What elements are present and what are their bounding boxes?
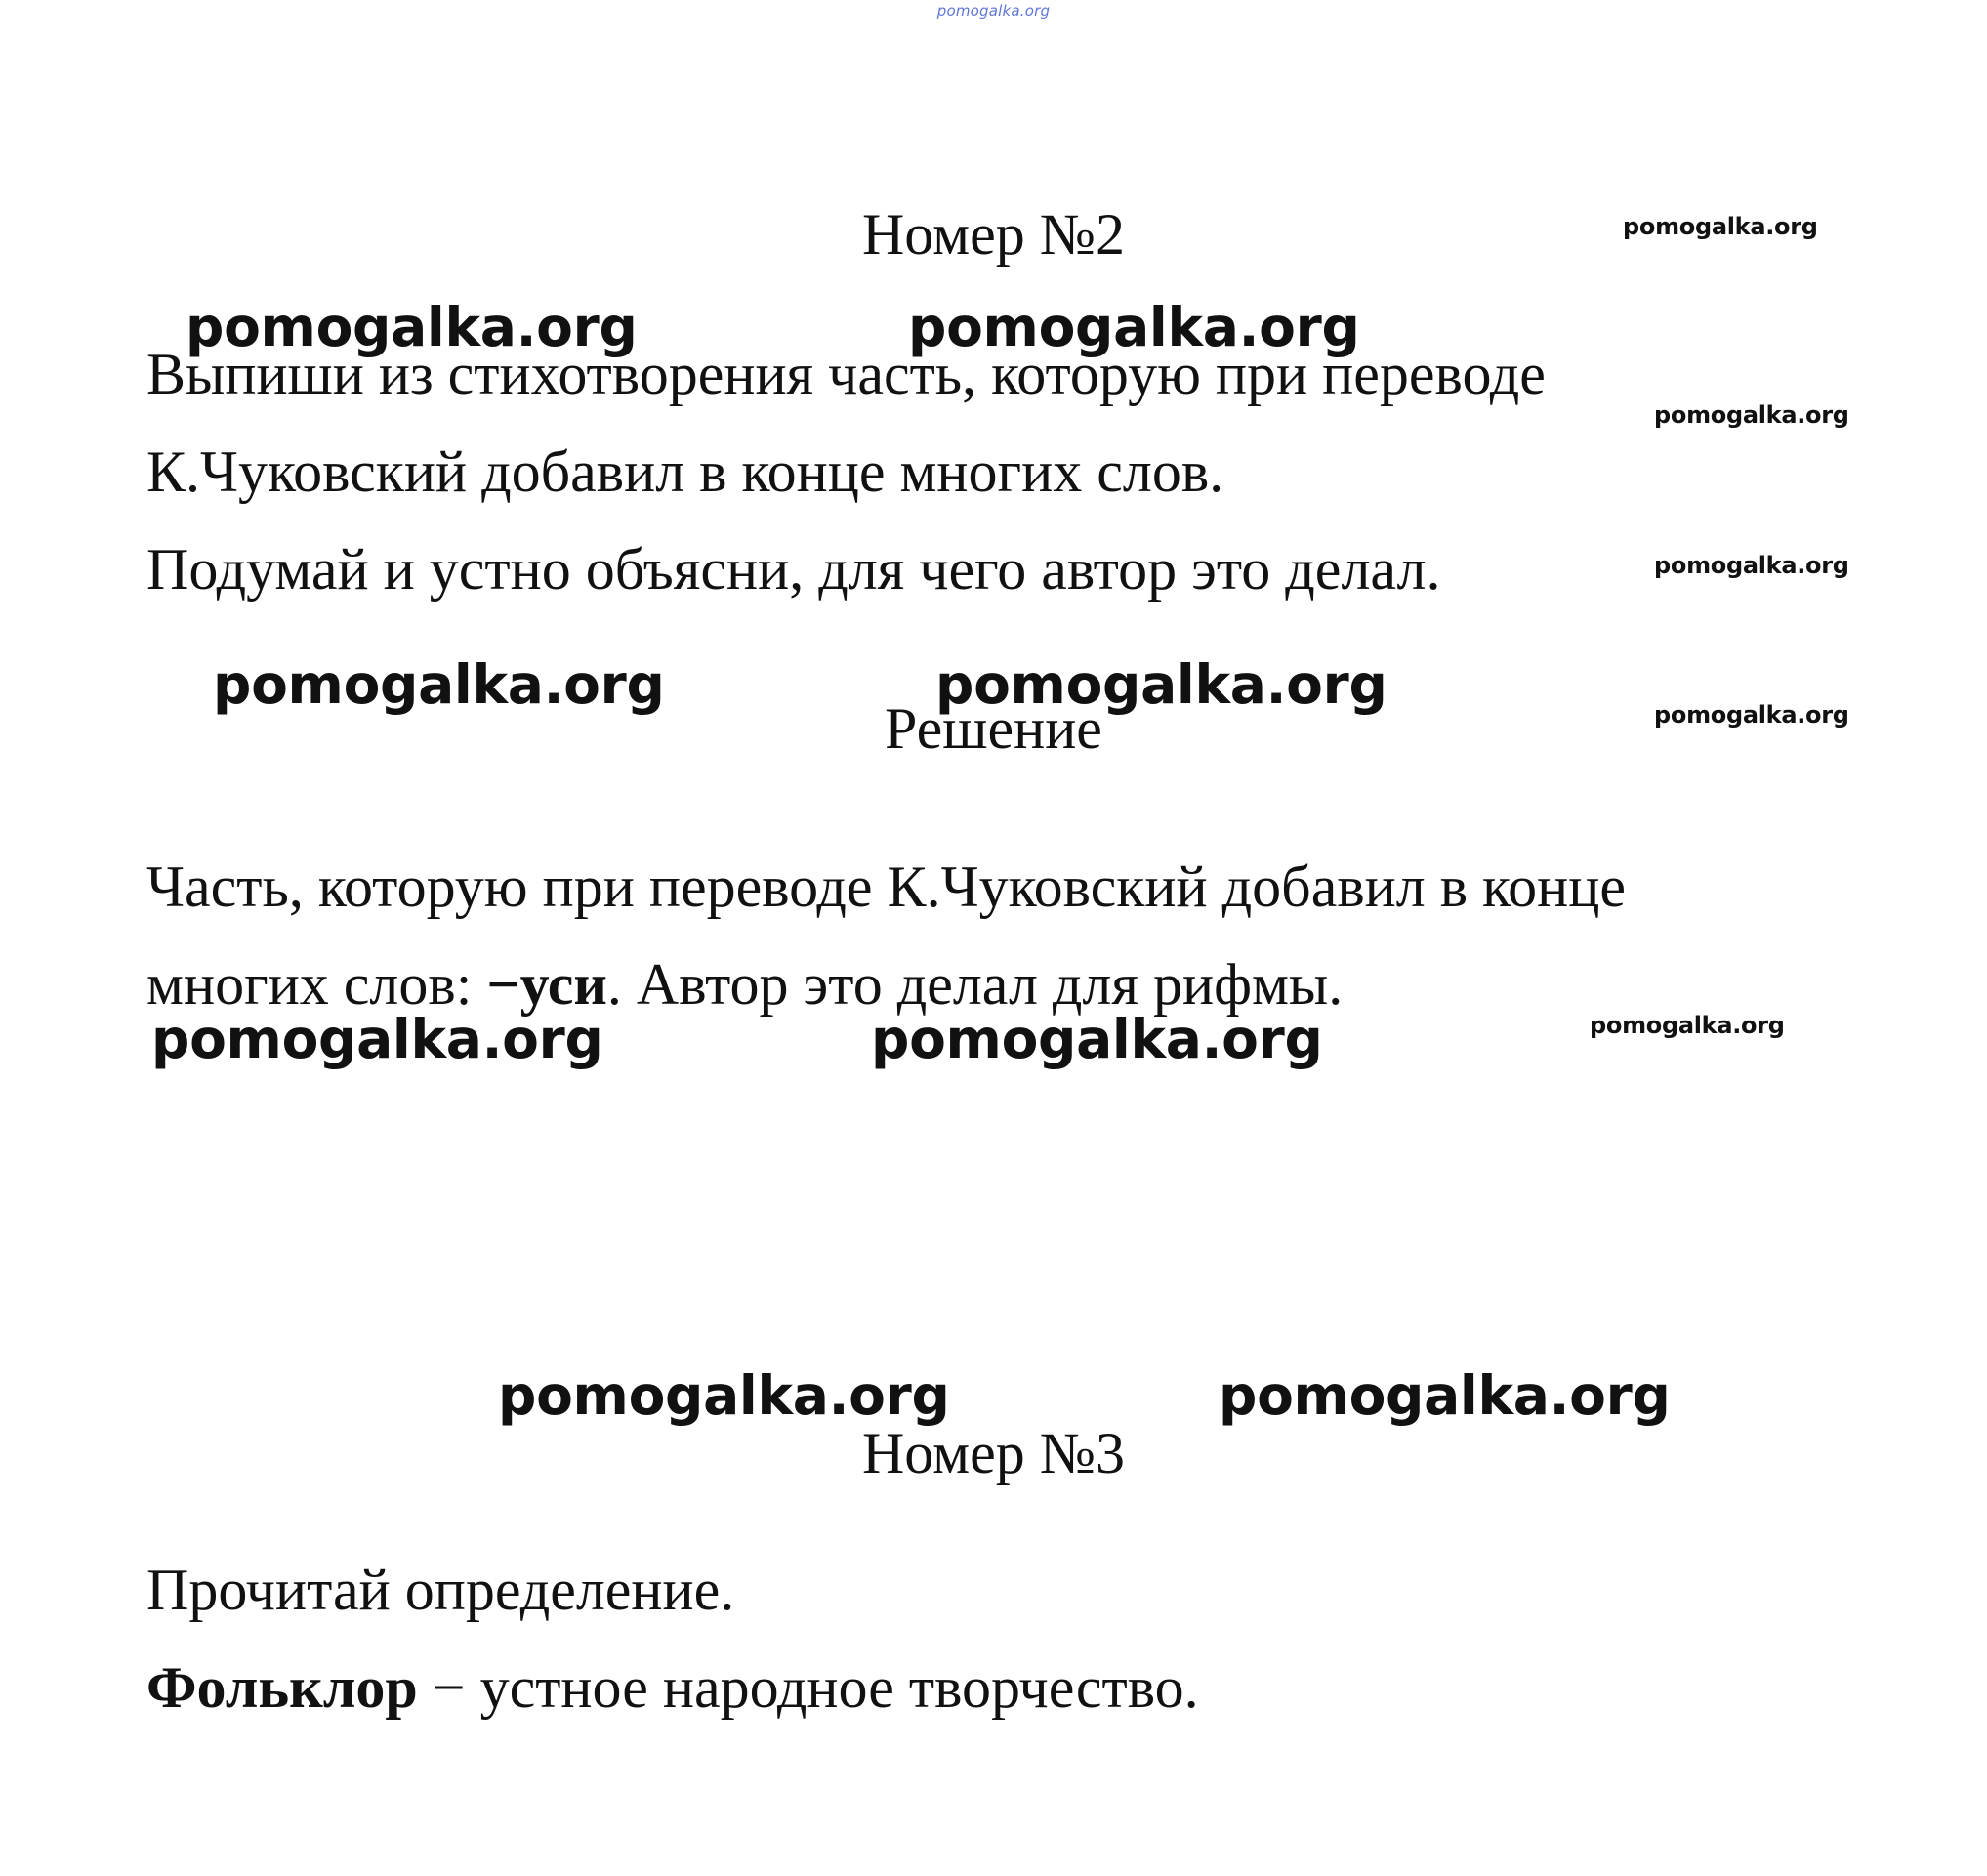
watermark-text: pomogalka.org (213, 653, 665, 716)
header-site-link[interactable]: pomogalka.org (936, 2, 1051, 20)
task-2-line-2: К.Чуковский добавил в конце многих слов. (146, 439, 1224, 504)
definition-line (146, 1655, 1199, 1720)
watermark-text: pomogalka.org (871, 1008, 1323, 1070)
watermark-text: pomogalka.org (1623, 213, 1818, 240)
watermark-text: pomogalka.org (1654, 701, 1849, 729)
solution-line-1: Часть, которую при переводе К.Чуковский добавил в конце (146, 855, 1626, 919)
watermark-text: pomogalka.org (908, 296, 1360, 358)
solution-suffix-bold: −уси (486, 952, 607, 1017)
watermark-text: pomogalka.org (1590, 1012, 1785, 1039)
definition-text: − устное народное творчество. (417, 1655, 1199, 1720)
watermark-text: pomogalka.org (186, 296, 638, 358)
solution-line-2 (146, 952, 1344, 1017)
watermark-text: pomogalka.org (151, 1008, 603, 1070)
watermark-text: pomogalka.org (498, 1364, 950, 1427)
watermark-text: pomogalka.org (1654, 552, 1849, 579)
watermark-text: pomogalka.org (1219, 1364, 1671, 1427)
solution-line-2-prefix: многих слов: (146, 952, 487, 1017)
task-2-line-3: Подумай и устно объясни, для чего автор это делал. (146, 537, 1441, 602)
definition-term: Фольклор (146, 1655, 418, 1720)
section-title-2: Номер №2 (861, 202, 1126, 267)
watermark-text: pomogalka.org (935, 653, 1387, 716)
watermark-text: pomogalka.org (1654, 401, 1849, 429)
task-2-line-1: Выпиши из стихотворения часть, которую при переводе (146, 342, 1546, 406)
solution-title: Решение (885, 696, 1102, 761)
section-title-3: Номер №3 (861, 1421, 1126, 1485)
task-3-line-1: Прочитай определение. (146, 1558, 735, 1622)
solution-line-2-suffix: . Автор это делал для рифмы. (606, 952, 1344, 1017)
